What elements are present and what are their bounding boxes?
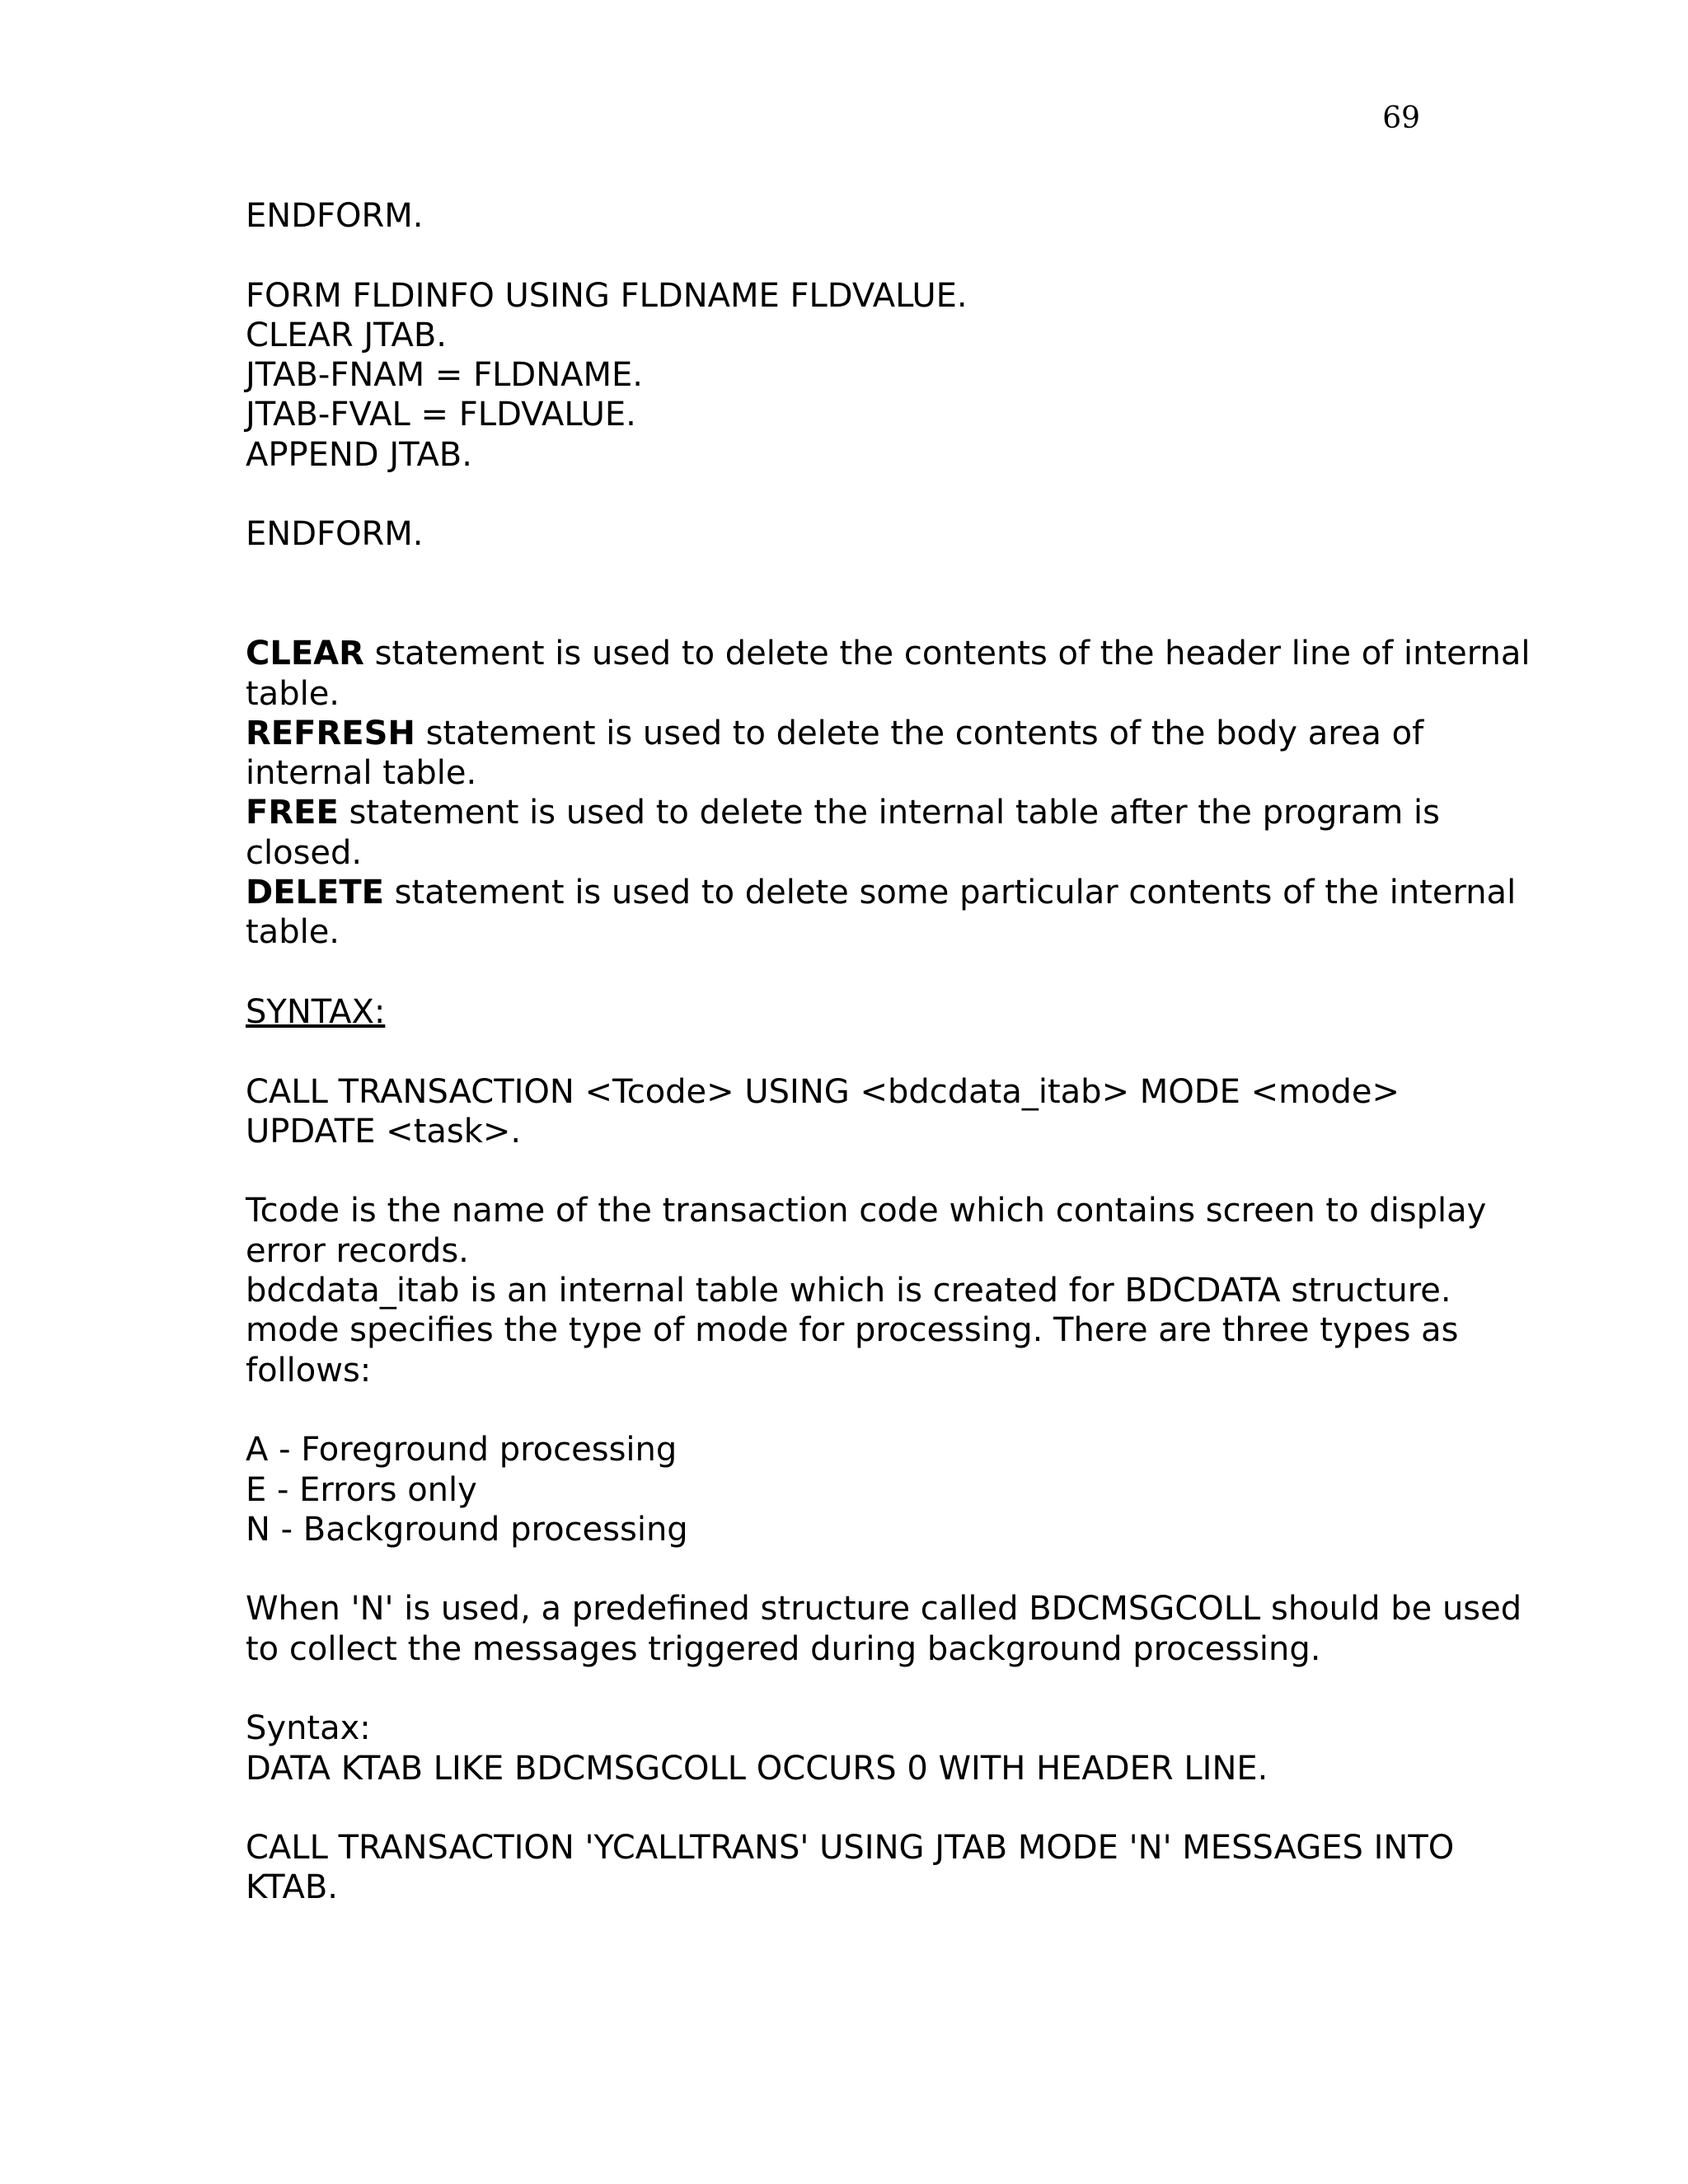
mode-item: E - Errors only xyxy=(246,1470,477,1509)
statement-delete xyxy=(246,873,1531,953)
call-transaction-syntax: CALL TRANSACTION <Tcode> USING <bdcdata_itab> MODE <mode> UPDATE <task>. xyxy=(246,1072,1400,1151)
page-number: 69 xyxy=(1382,101,1420,135)
statement-text: statement is used to delete some particular contents of the internal table. xyxy=(246,874,1517,952)
mode-item: N - Background processing xyxy=(246,1510,688,1549)
statement-keyword: REFRESH xyxy=(246,714,415,752)
statement-text: statement is used to delete the internal table after the program is closed. xyxy=(246,794,1441,872)
code-line: APPEND JTAB. xyxy=(246,435,472,474)
code-line: CLEAR JTAB. xyxy=(246,316,448,354)
explanation-mode: mode specifies the type of mode for processing. There are three types as follows: xyxy=(246,1311,1459,1390)
code-line: FORM FLDINFO USING FLDNAME FLDVALUE. xyxy=(246,276,968,315)
code-line: JTAB-FVAL = FLDVALUE. xyxy=(246,396,636,434)
explanation-tcode: Tcode is the name of the transaction code which contains screen to display error records. xyxy=(246,1192,1487,1270)
statement-clear xyxy=(246,634,1531,714)
syntax-heading: SYNTAX: xyxy=(246,992,386,1031)
statement-text: statement is used to delete the contents of the body area of internal table. xyxy=(246,714,1424,793)
statement-text: statement is used to delete the contents of the header line of internal table. xyxy=(246,635,1531,713)
statement-refresh xyxy=(246,714,1531,794)
statement-keyword: CLEAR xyxy=(246,635,364,673)
code-line: JTAB-FNAM = FLDNAME. xyxy=(246,356,643,395)
code-line: ENDFORM. xyxy=(246,515,424,554)
statement-keyword: FREE xyxy=(246,794,339,832)
background-note: When 'N' is used, a predefined structure called BDCMSGCOLL should be used to collect the messages triggered during background processing. xyxy=(246,1590,1522,1668)
code-line: ENDFORM. xyxy=(246,197,424,235)
call-transaction-example: CALL TRANSACTION 'YCALLTRANS' USING JTAB MODE 'N' MESSAGES INTO KTAB. xyxy=(246,1829,1455,1907)
page-content xyxy=(246,196,1531,1908)
data-statement: DATA KTAB LIKE BDCMSGCOLL OCCURS 0 WITH HEADER LINE. xyxy=(246,1749,1268,1788)
explanation-bdcdata: bdcdata_itab is an internal table which is created for BDCDATA structure. xyxy=(246,1272,1451,1310)
syntax-label: Syntax: xyxy=(246,1709,371,1748)
statement-free xyxy=(246,793,1531,873)
mode-item: A - Foreground processing xyxy=(246,1431,678,1469)
statement-keyword: DELETE xyxy=(246,874,384,912)
